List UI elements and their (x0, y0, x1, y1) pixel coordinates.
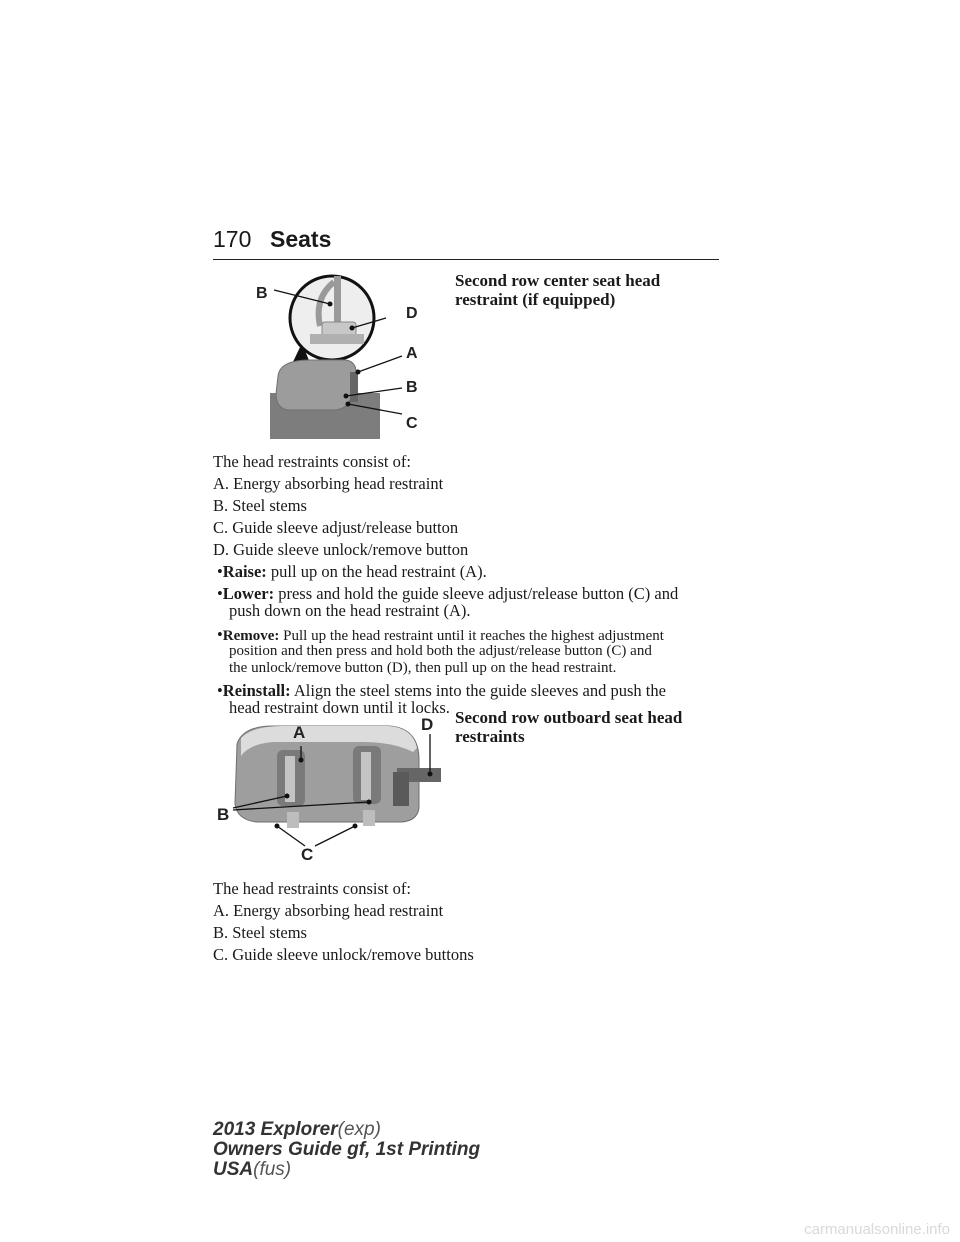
reinstall-text-line1: Align the steel stems into the guide sleeves and push the (293, 681, 666, 700)
bullet-raise (217, 562, 487, 582)
list1-item-c: C. Guide sleeve adjust/release button (213, 518, 459, 537)
footer-model-code: (exp) (337, 1119, 381, 1140)
fig1-label-b-top: B (256, 285, 268, 302)
figure1-heading-line2: restraint (if equipped) (455, 290, 616, 309)
figure2-heading-line2: restraints (455, 727, 525, 746)
list1-item-a: A. Energy absorbing head restraint (213, 474, 444, 493)
bullet-dot: • (217, 625, 223, 644)
page-number: 170 (213, 226, 252, 252)
footer-region: USA (213, 1159, 254, 1180)
fig1-label-d: D (406, 305, 418, 322)
fig2-label-a: A (293, 723, 306, 742)
raise-label: Raise: (222, 562, 267, 581)
bullet-dot: • (217, 681, 223, 700)
figure2-heading (455, 708, 682, 746)
bullet-dot: • (217, 562, 223, 581)
figure1-heading (455, 271, 660, 309)
figure1-heading-line1: Second row center seat head (455, 271, 661, 290)
fig2-label-c: C (301, 845, 314, 864)
lower-text-line2: push down on the head restraint (A). (229, 601, 471, 620)
reinstall-text-line2: head restraint down until it locks. (229, 698, 450, 717)
figure2-heading-line1: Second row outboard seat head (455, 708, 683, 727)
footer-model: 2013 Explorer (213, 1119, 338, 1140)
list2-item-b: B. Steel stems (213, 923, 307, 942)
list1-item-b: B. Steel stems (213, 496, 307, 515)
remove-text-line2: position and then press and hold both the adjust/release button (C) and (229, 643, 652, 659)
raise-text: pull up on the head restraint (A). (270, 562, 487, 581)
outboard-head-restraint-illustration (213, 716, 453, 866)
footer-region-code: (fus) (253, 1159, 292, 1180)
remove-label: Remove: (222, 628, 280, 644)
fig1-label-a: A (406, 345, 418, 362)
remove-text-line1: Pull up the head restraint until it reaches the highest adjustment (283, 628, 664, 644)
bullet-dot: • (217, 584, 223, 603)
list2-intro: The head restraints consist of: (213, 879, 411, 898)
list1-intro: The head restraints consist of: (213, 452, 411, 471)
center-head-restraint-illustration (250, 268, 440, 440)
lower-label: Lower: (222, 584, 275, 603)
fig2-label-d: D (421, 716, 434, 734)
list2-item-a: A. Energy absorbing head restraint (213, 901, 444, 920)
document-footer (213, 1120, 480, 1180)
fig1-label-b: B (406, 379, 418, 396)
list1-item-d: D. Guide sleeve unlock/remove button (213, 540, 469, 559)
list2-item-c: C. Guide sleeve unlock/remove buttons (213, 945, 474, 964)
reinstall-label: Reinstall: (222, 681, 291, 700)
remove-text-line3: the unlock/remove button (D), then pull up on the head restraint. (229, 660, 617, 676)
fig1-label-c: C (406, 415, 418, 432)
footer-guide: Owners Guide gf, 1st Printing (213, 1139, 481, 1160)
header-rule (213, 259, 719, 260)
section-title: Seats (270, 226, 332, 252)
watermark: carmanualsonline.info (804, 1221, 950, 1238)
fig2-label-b: B (217, 805, 230, 824)
lower-text-line1: press and hold the guide sleeve adjust/release button (C) and (278, 584, 679, 603)
